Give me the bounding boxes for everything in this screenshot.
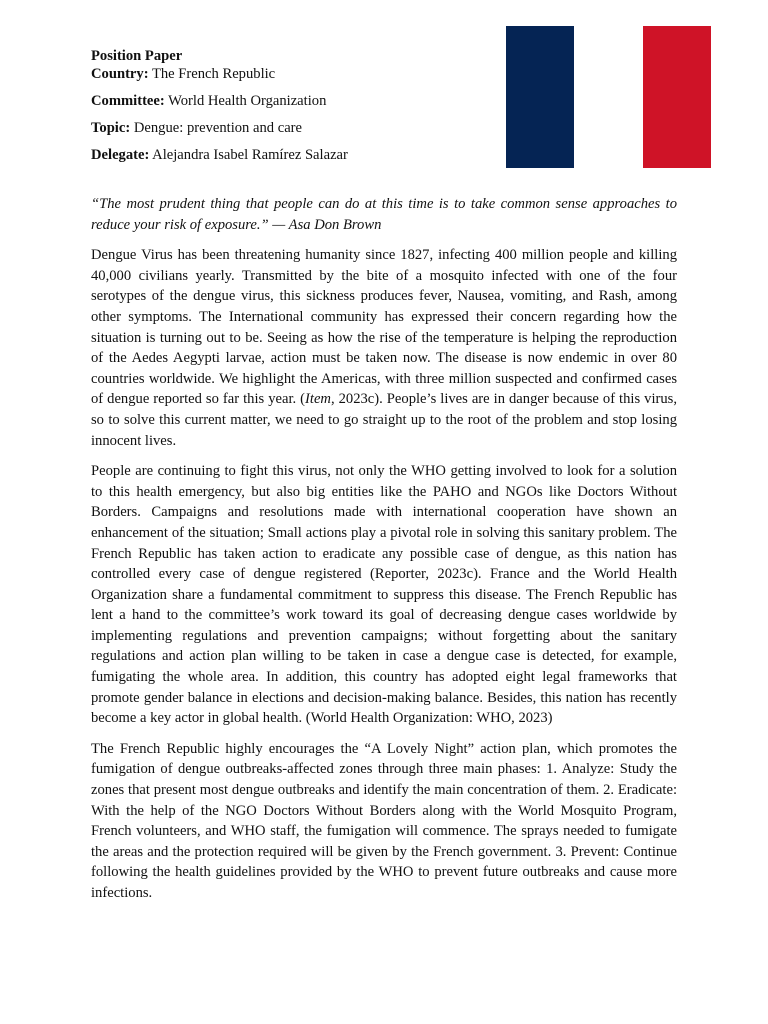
committee-label: Committee: — [91, 93, 165, 109]
delegate-value: Alejandra Isabel Ramírez Salazar — [149, 147, 348, 163]
delegate-label: Delegate: — [91, 147, 150, 163]
paragraph-2: People are continuing to fight this virus, not only the WHO getting involved to look for a solution to this health emergency, but also big entities like the PAHO and NGOs like Doctors Without Borders. Campaigns and resolutions made with international cooperation have shown an enhancement of the situation; Small actions play a pivotal role in solving this sanitary problem. The French Republic has taken action to eradicate any possible case of dengue, as this nation has controlled every case of dengue registered (Reporter, 2023c). France and the World Health Organization share a fundamental commitment to suppress this disease. The French Republic has lent a hand to the committee’s work toward its goal of decreasing dengue cases worldwide by implementing regulations and prevention campaigns; without forgetting about the sanitary regulations and action plan willing to be taken in case a dengue case is detected, for example, fumigating the whole area. In addition, this country has adopted eight legal frameworks that promote gender balance in elections and decision-making balance. Besides, this nation has recently become a key actor in global health. (World Health Organization: WHO, 2023) — [91, 463, 677, 727]
committee-line — [91, 92, 491, 110]
committee-value: World Health Organization — [164, 93, 327, 109]
topic-label: Topic: — [91, 120, 131, 136]
paragraph-1-text-b: , 2023c). People’s lives are in danger because of this virus, so to solve this current matter, we need to go straight up to the root of the problem and stop losing innocent lives. — [91, 391, 677, 449]
topic-value: Dengue: prevention and care — [130, 120, 303, 136]
document-header — [91, 47, 491, 164]
document-body — [91, 194, 677, 904]
country-value: The French Republic — [148, 66, 276, 82]
paragraph-1-text-a: Dengue Virus has been threatening humanity since 1827, infecting 400 million people and killing 40,000 civilians yearly. Transmitted by the bite of a mosquito infected with one of the four serotypes of the dengue virus, this sickness produces fever, Nausea, vomiting, and Rash, among other symptoms. The International community has expressed their concern regarding how the situation is turning out to be. Seeing as how the rise of the temperature is helping the reproduction of the Aedes Aegypti larvae, action must be taken now. The disease is now endemic in over 80 countries worldwide. We highlight the Americas, with three million suspected and confirmed cases of dengue reported so far this year. ( — [91, 247, 677, 408]
paragraph-1-citation: Item — [305, 391, 331, 408]
opening-quote: “The most prudent thing that people can do at this time is to take common sense approaches to reduce your risk of exposure.” — Asa Don Brown — [91, 196, 677, 233]
flag-blue-stripe — [506, 26, 574, 168]
flag-red-stripe — [643, 26, 711, 168]
topic-line — [91, 119, 491, 137]
french-flag — [506, 26, 711, 168]
document-title: Position Paper — [91, 48, 183, 64]
country-line — [91, 65, 491, 83]
paragraph-1 — [91, 245, 677, 451]
flag-white-stripe — [574, 26, 642, 168]
delegate-line — [91, 146, 491, 164]
country-label: Country: — [91, 66, 149, 82]
paragraph-3: The French Republic highly encourages the “A Lovely Night” action plan, which promotes the fumigation of dengue outbreaks-affected zones through three main phases: 1. Analyze: Study the zones that present most dengue outbreaks and identify the main concentration of them. 2. Eradicate: With the help of the NGO Doctors Without Borders along with the World Mosquito Program, French volunteers, and WHO staff, the fumigation will commence. The sprays needed to fumigate the areas and the protection required will be given by the French government. 3. Prevent: Continue following the health guidelines provided by the WHO to prevent future outbreaks and cause more infections. — [91, 740, 677, 901]
